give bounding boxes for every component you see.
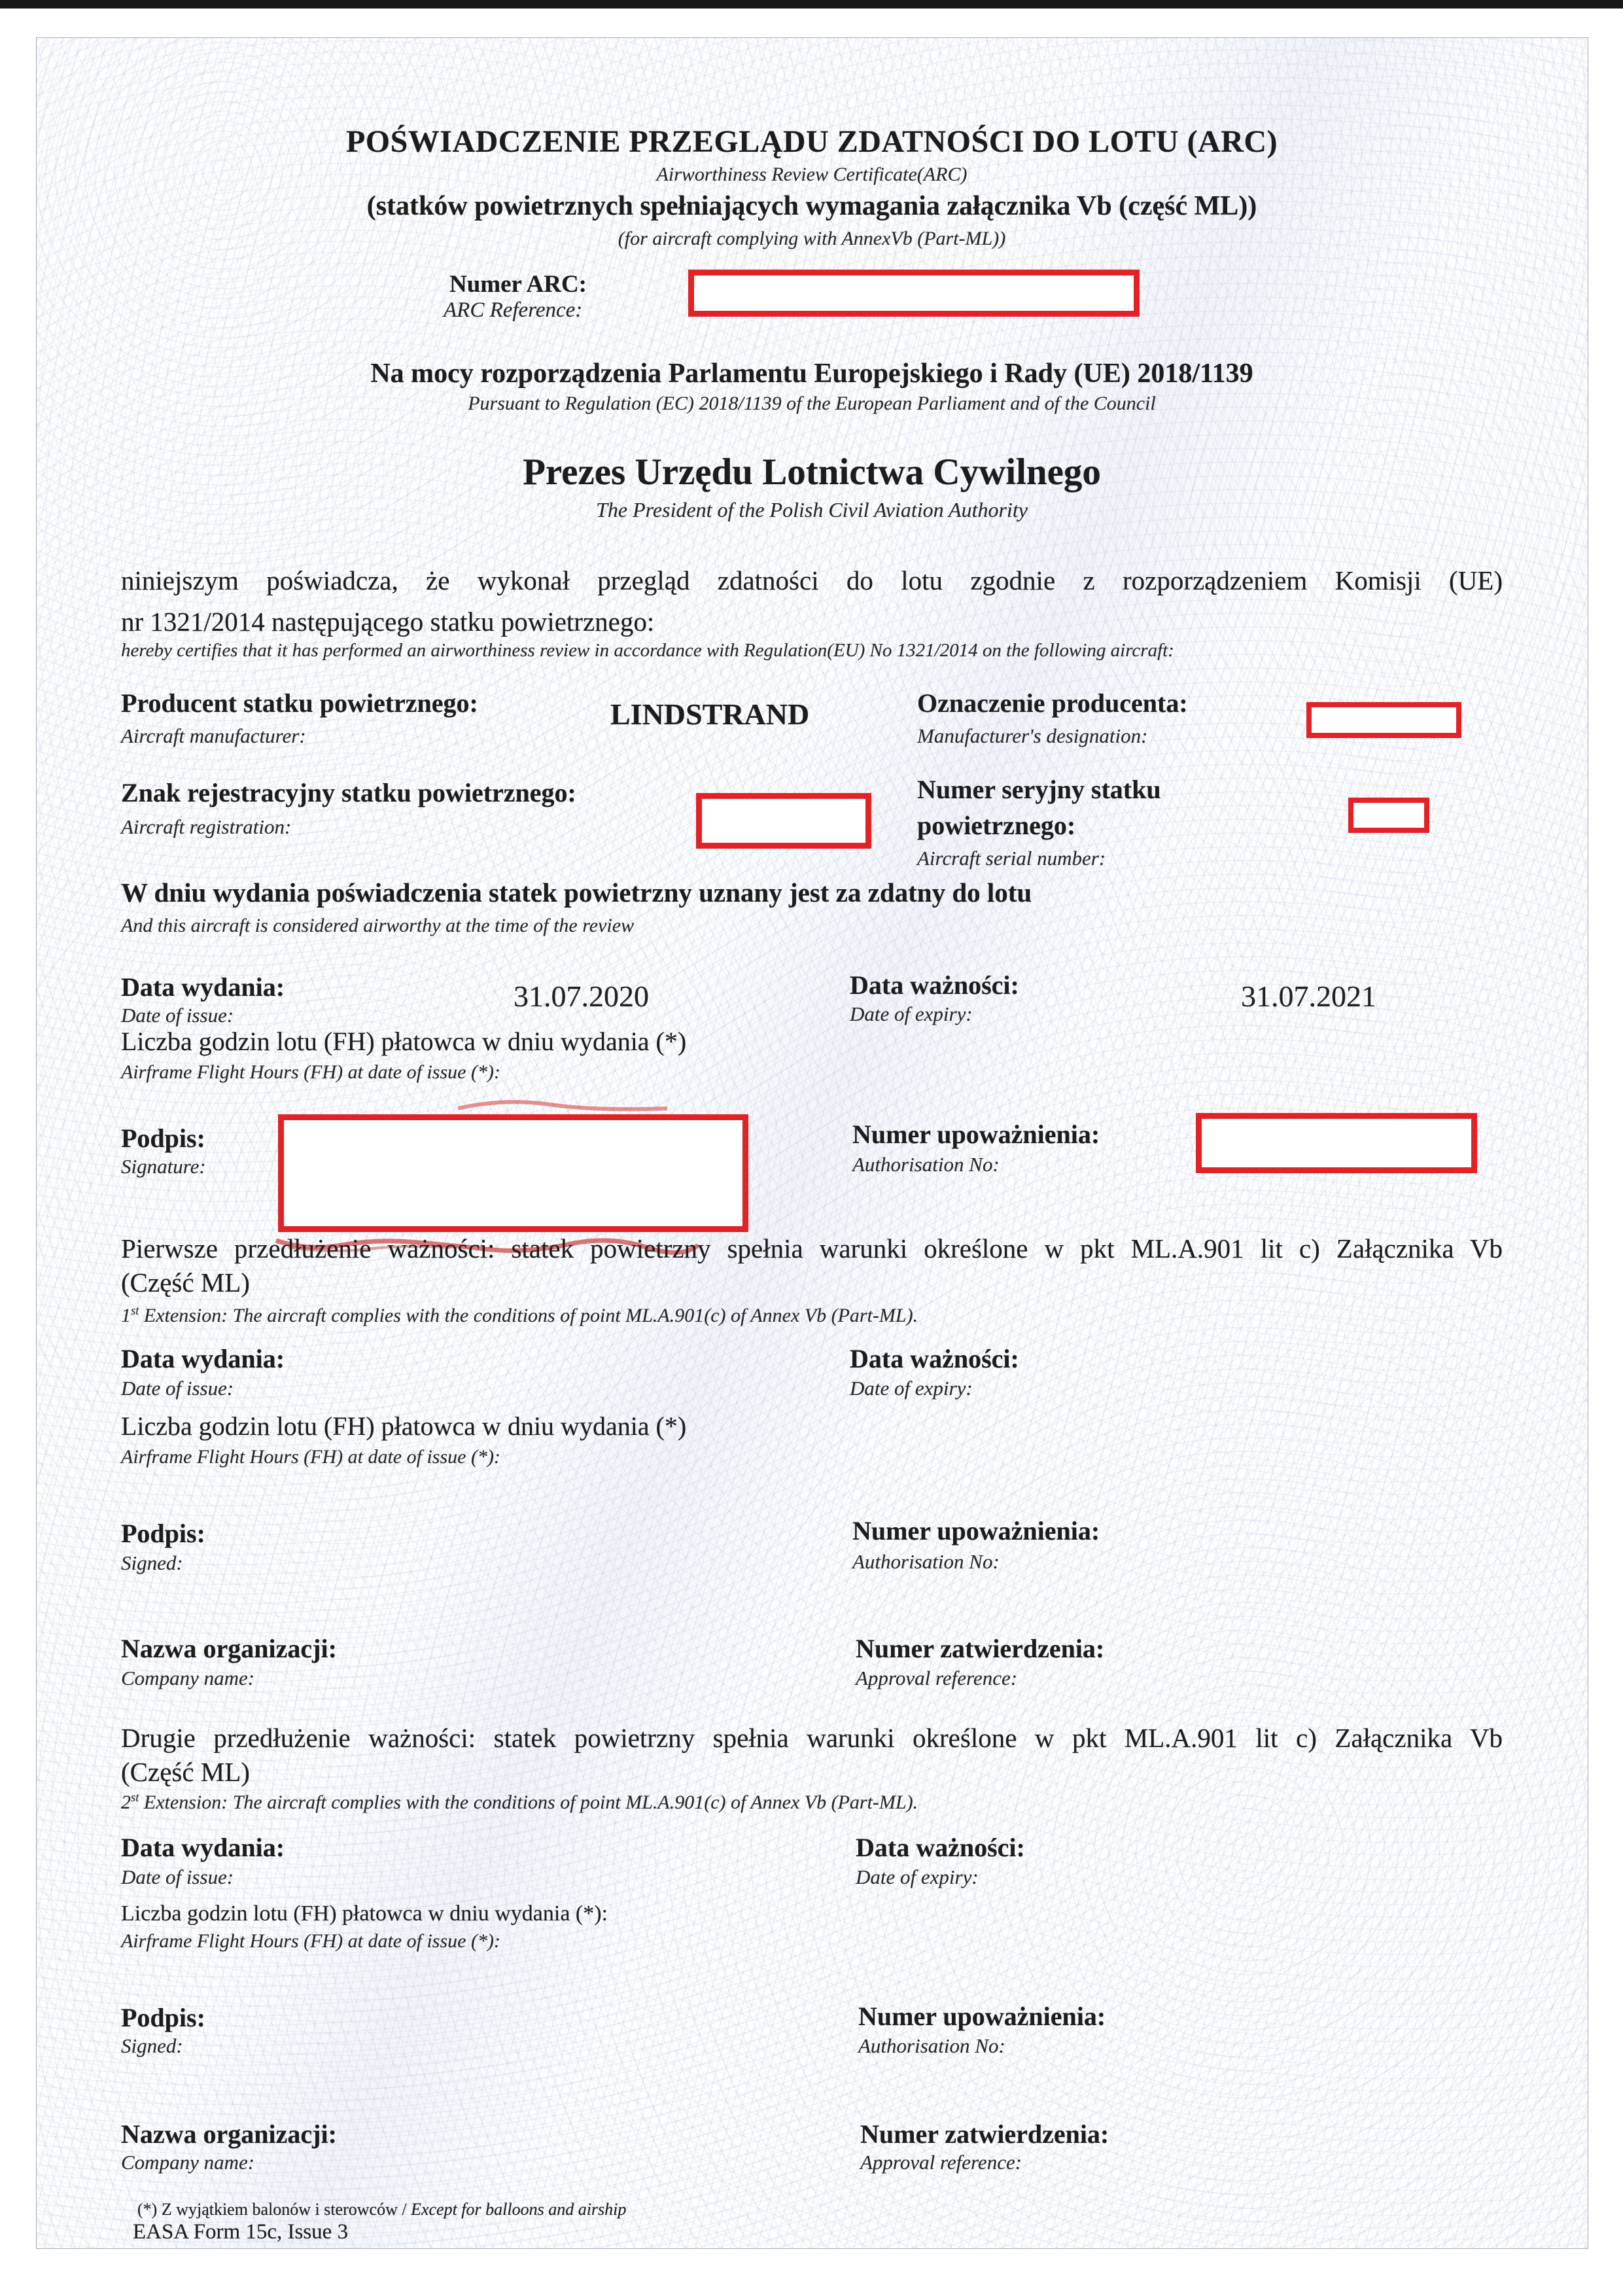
ext2-date-of-expiry-label-en: Date of expiry: xyxy=(856,1865,979,1888)
serial-label-pl-line2: powietrznego: xyxy=(917,811,1076,840)
flight-hours-label-en: Airframe Flight Hours (FH) at date of issue (*): xyxy=(121,1061,500,1083)
ext1-approval-label-pl: Numer zatwierdzenia: xyxy=(856,1634,1105,1663)
ext1-date-of-expiry-label-pl: Data ważności: xyxy=(850,1344,1019,1373)
extension2-statement-pl-line1: Drugie przedłużenie ważności: statek powietrzny spełnia warunki określone w pkt ML.A.901 lit c) Załącznika Vb xyxy=(121,1723,1503,1753)
ext1-authorisation-label-en: Authorisation No: xyxy=(852,1550,1000,1573)
airworthy-statement-en: And this aircraft is considered airworthy at the time of the review xyxy=(121,915,635,936)
designation-label-en: Manufacturer's designation: xyxy=(917,724,1148,747)
flight-hours-label-pl: Liczba godzin lotu (FH) płatowca w dniu wydania (*) xyxy=(121,1027,687,1056)
airworthy-statement-pl: W dniu wydania poświadczenia statek powietrzny uznany jest za zdatny do lotu xyxy=(121,877,1032,908)
extension2-statement-en: 2st Extension: The aircraft complies with the conditions of point ML.A.901(c) of Annex Vb (Part-ML). xyxy=(121,1791,918,1813)
arc-number-label-pl: Numer ARC: xyxy=(449,271,587,298)
ext1-approval-label-en: Approval reference: xyxy=(856,1667,1018,1689)
extension1-statement-en: 1st Extension: The aircraft complies with the conditions of point ML.A.901(c) of Annex Vb (Part-ML). xyxy=(121,1304,918,1326)
serial-label-en: Aircraft serial number: xyxy=(917,847,1106,870)
registration-label-en: Aircraft registration: xyxy=(121,815,292,838)
ext2-date-of-expiry-label-pl: Data ważności: xyxy=(856,1833,1025,1862)
authority-name-pl: Prezes Urzędu Lotnictwa Cywilnego xyxy=(523,451,1101,493)
ext1-organisation-label-pl: Nazwa organizacji: xyxy=(121,1634,337,1663)
regulation-en: Pursuant to Regulation (EC) 2018/1139 of the European Parliament and of the Council xyxy=(468,393,1156,414)
extension1-statement-pl-line2: (Część ML) xyxy=(121,1267,250,1298)
ext2-organisation-label-pl: Nazwa organizacji: xyxy=(121,2119,337,2149)
authorisation-redaction-box xyxy=(1196,1113,1477,1173)
ext1-signature-label-pl: Podpis: xyxy=(121,1519,205,1548)
footnote xyxy=(137,2200,626,2219)
serial-label-pl-line1: Numer seryjny statku xyxy=(917,775,1161,804)
ext2-date-of-issue-label-pl: Data wydania: xyxy=(121,1833,285,1862)
manufacturer-label-en: Aircraft manufacturer: xyxy=(121,724,306,747)
subtitle-en: (for aircraft complying with AnnexVb (Part-ML)) xyxy=(618,228,1006,249)
ext2-date-of-issue-label-en: Date of issue: xyxy=(121,1865,234,1888)
extension1-statement-pl-line1: Pierwsze przedłużenie ważności: statek powietrzny spełnia warunki określone w pkt ML.A.901 lit c) Załącznika Vb xyxy=(121,1233,1503,1263)
date-of-issue-label-en: Date of issue: xyxy=(121,1004,234,1027)
regulation-pl: Na mocy rozporządzenia Parlamentu Europejskiego i Rady (UE) 2018/1139 xyxy=(370,359,1253,389)
ext2-signature-label-en: Signed: xyxy=(121,2034,183,2057)
footnote-pl: (*) Z wyjątkiem balonów i sterowców / xyxy=(137,2200,411,2219)
ext2-approval-label-en: Approval reference: xyxy=(860,2151,1022,2174)
ext2-organisation-label-en: Company name: xyxy=(121,2151,255,2174)
serial-redaction-box xyxy=(1348,798,1429,833)
ext2-signature-label-pl: Podpis: xyxy=(121,2003,205,2032)
ext1-organisation-label-en: Company name: xyxy=(121,1667,255,1689)
ext1-signature-label-en: Signed: xyxy=(121,1551,183,1574)
date-of-issue-label-pl: Data wydania: xyxy=(121,972,285,1002)
arc-number-redaction-box xyxy=(688,270,1140,317)
ext2-approval-label-pl: Numer zatwierdzenia: xyxy=(860,2119,1109,2149)
ext1-date-of-issue-label-en: Date of issue: xyxy=(121,1377,234,1400)
form-reference: EASA Form 15c, Issue 3 xyxy=(133,2220,349,2244)
authorisation-label-pl: Numer upoważnienia: xyxy=(852,1120,1100,1149)
ext1-authorisation-label-pl: Numer upoważnienia: xyxy=(852,1516,1100,1545)
date-of-issue-value: 31.07.2020 xyxy=(514,980,649,1013)
ext2-flight-hours-label-pl: Liczba godzin lotu (FH) płatowca w dniu wydania (*): xyxy=(121,1901,608,1926)
ext2-authorisation-label-pl: Numer upoważnienia: xyxy=(858,2002,1106,2031)
manufacturer-label-pl: Producent statku powietrznego: xyxy=(121,688,478,718)
ext1-date-of-issue-label-pl: Data wydania: xyxy=(121,1344,285,1373)
authorisation-label-en: Authorisation No: xyxy=(852,1153,1000,1176)
subtitle-pl: (statków powietrznych spełniających wymagania załącznika Vb (część ML)) xyxy=(366,191,1257,221)
signature-redaction-box xyxy=(278,1114,748,1232)
extension2-statement-pl-line2: (Część ML) xyxy=(121,1757,250,1787)
certification-statement-en: hereby certifies that it has performed an airworthiness review in accordance with Regulation(EU) No 1321/2014 on the following aircraft: xyxy=(121,640,1174,661)
designation-redaction-box xyxy=(1306,702,1461,738)
arc-number-label-en: ARC Reference: xyxy=(444,298,583,322)
authority-name-en: The President of the Polish Civil Aviation Authority xyxy=(596,498,1028,521)
title-pl: POŚWIADCZENIE PRZEGLĄDU ZDATNOŚCI DO LOTU (ARC) xyxy=(345,124,1278,159)
footnote-en: Except for balloons and airship xyxy=(411,2200,627,2219)
designation-label-pl: Oznaczenie producenta: xyxy=(917,688,1188,718)
signature-label-pl: Podpis: xyxy=(121,1123,205,1153)
date-of-expiry-value: 31.07.2021 xyxy=(1241,980,1376,1013)
ext2-flight-hours-label-en: Airframe Flight Hours (FH) at date of issue (*): xyxy=(121,1930,500,1952)
certification-statement-pl-line1: niniejszym poświadcza, że wykonał przegląd zdatności do lotu zgodnie z rozporządzeniem Komisji (UE) xyxy=(121,565,1503,595)
registration-redaction-box xyxy=(696,793,871,849)
ext1-flight-hours-label-pl: Liczba godzin lotu (FH) płatowca w dniu wydania (*) xyxy=(121,1411,687,1441)
manufacturer-value: LINDSTRAND xyxy=(610,698,810,731)
ext2-authorisation-label-en: Authorisation No: xyxy=(858,2034,1005,2057)
title-en: Airworthiness Review Certificate(ARC) xyxy=(656,164,968,185)
date-of-expiry-label-en: Date of expiry: xyxy=(850,1002,973,1025)
certification-statement-pl-line2: nr 1321/2014 następującego statku powietrznego: xyxy=(121,607,655,637)
date-of-expiry-label-pl: Data ważności: xyxy=(850,970,1019,1000)
signature-label-en: Signature: xyxy=(121,1155,206,1178)
registration-label-pl: Znak rejestracyjny statku powietrznego: xyxy=(121,778,576,807)
ext1-date-of-expiry-label-en: Date of expiry: xyxy=(850,1377,973,1400)
ext1-flight-hours-label-en: Airframe Flight Hours (FH) at date of issue (*): xyxy=(121,1446,500,1468)
scan-edge-bar xyxy=(0,0,1623,9)
